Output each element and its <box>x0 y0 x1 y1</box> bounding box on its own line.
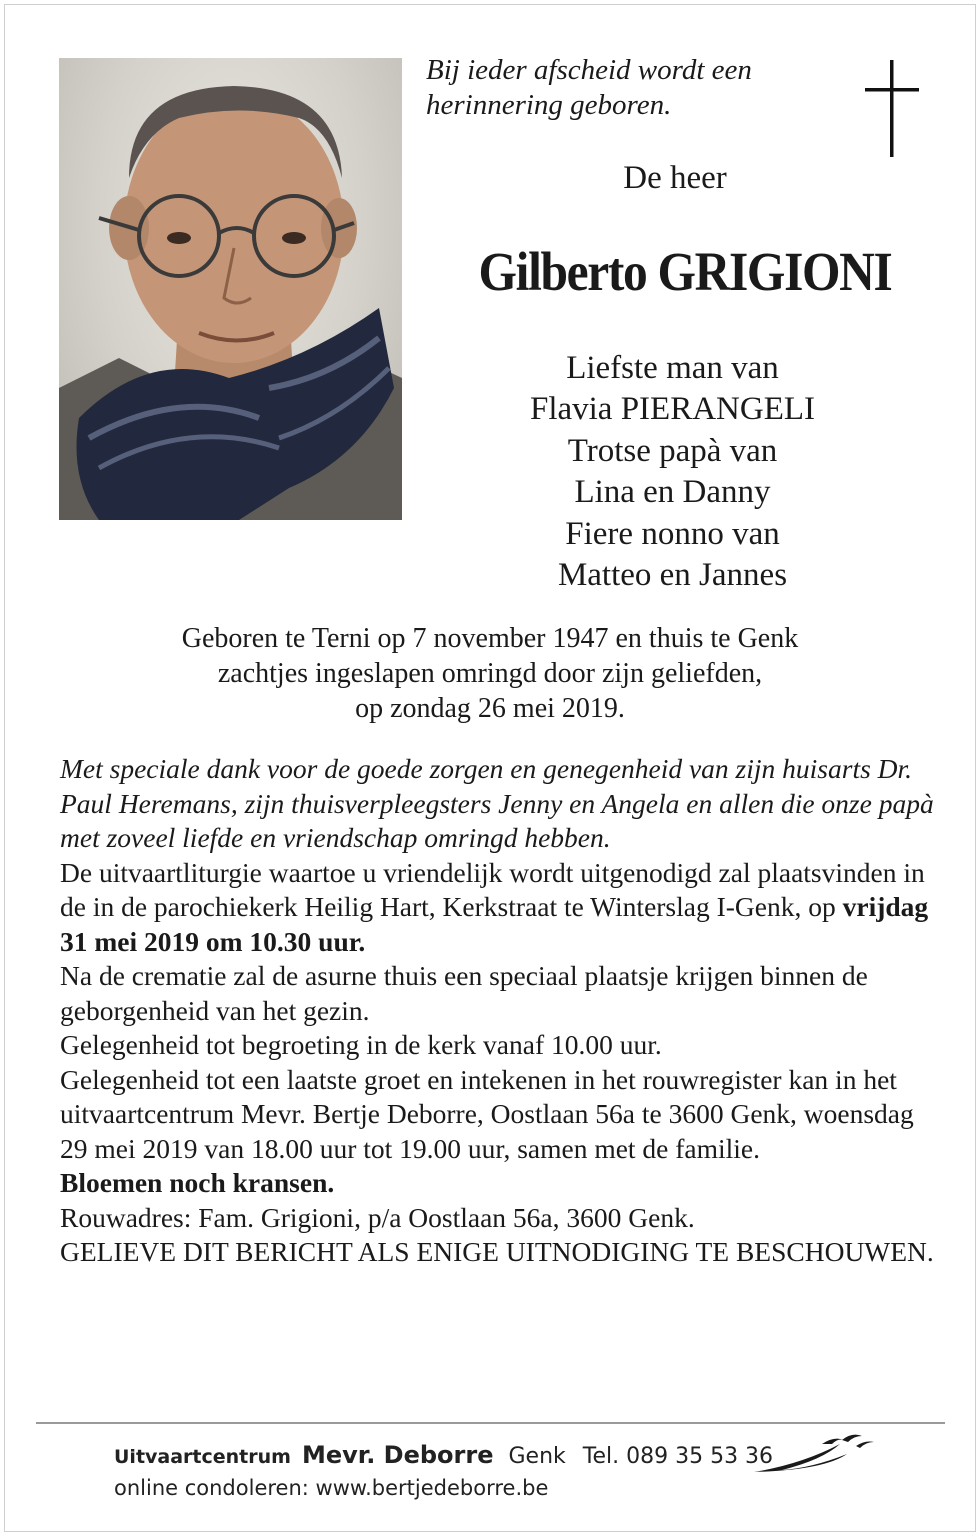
thanks-paragraph: Met speciale dank voor de goede zorgen en genegenheid van zijn huisarts Dr. Paul Heremans, zijn thuisverpleegsters Jenny en Angela en allen die onze papà met zoveel liefde en vriendschap omringd hebben. <box>60 753 934 853</box>
liturgy-date: vrijdag 31 mei 2019 om 10.30 uur. <box>60 891 929 957</box>
birth-line-2: zachtjes ingeslapen omringd door zijn geliefden, <box>217 658 763 689</box>
family-line: Trotse papà van <box>567 432 778 469</box>
mourning-address: Rouwadres: Fam. Grigioni, p/a Oostlaan 56a, 3600 Genk. <box>60 1201 695 1233</box>
cross-icon <box>862 60 922 160</box>
birth-death-info <box>40 621 940 726</box>
family-line: Fiere nonno van <box>565 515 780 552</box>
quote-line-2: herinnering geboren. <box>426 89 672 121</box>
portrait-photo <box>59 58 402 520</box>
funeral-home-line <box>114 1441 773 1469</box>
quote-line-1: Bij ieder afscheid wordt een <box>426 54 752 86</box>
memorial-quote <box>426 53 846 123</box>
center-greeting: Gelegenheid tot een laatste groet en intekenen in het rouwregister kan in het uitvaartcentrum Mevr. Bertje Deborre, Oostlaan 56a te 3600 Genk, woensdag 29 mei 2019 van 18.00 uur tot 19.00 uur, samen met de familie. <box>60 1063 914 1164</box>
family-line: Lina en Danny <box>574 474 771 511</box>
family-line: Matteo en Jannes <box>557 557 788 594</box>
invitation-notice: GELIEVE DIT BERICHT ALS ENIGE UITNODIGING TE BESCHOUWEN. <box>60 1236 934 1267</box>
birds-logo-icon <box>752 1430 877 1478</box>
funeral-home-prefix: Uitvaartcentrum <box>114 1446 291 1468</box>
liturgy-paragraph <box>60 856 940 960</box>
notice-body <box>60 752 940 1270</box>
deceased-name: Gilberto GRIGIONI <box>478 241 892 302</box>
family-line: Liefste man van <box>566 350 779 386</box>
funeral-home-name: Mevr. Deborre <box>301 1441 494 1469</box>
church-greeting: Gelegenheid tot begroeting in de kerk vanaf 10.00 uur. <box>60 1029 662 1060</box>
liturgy-text: De uitvaartliturgie waartoe u vriendelijk wordt uitgenodigd zal plaatsvinden in de in de parochiekerk Heilig Hart, Kerkstraat te Winterslag I-Genk, op <box>60 856 925 922</box>
birth-line-1: Geboren te Terni op 7 november 1947 en thuis te Genk <box>181 623 799 654</box>
flowers-note: Bloemen noch kransen. <box>60 1167 335 1198</box>
family-line: Flavia PIERANGELI <box>529 391 816 428</box>
funeral-home-phone: Tel. 089 35 53 36 <box>582 1444 774 1469</box>
birth-line-3: op zondag 26 mei 2019. <box>355 693 625 724</box>
cremation-paragraph: Na de crematie zal de asurne thuis een speciaal plaatsje krijgen binnen de geborgenheid van het gezin. <box>60 960 868 1026</box>
family-list <box>420 348 925 596</box>
funeral-home-city: Genk <box>508 1444 566 1469</box>
online-condolence: online condoleren: www.bertjedeborre.be <box>114 1476 549 1500</box>
honorific: De heer <box>623 160 727 196</box>
footer-divider <box>36 1422 945 1424</box>
